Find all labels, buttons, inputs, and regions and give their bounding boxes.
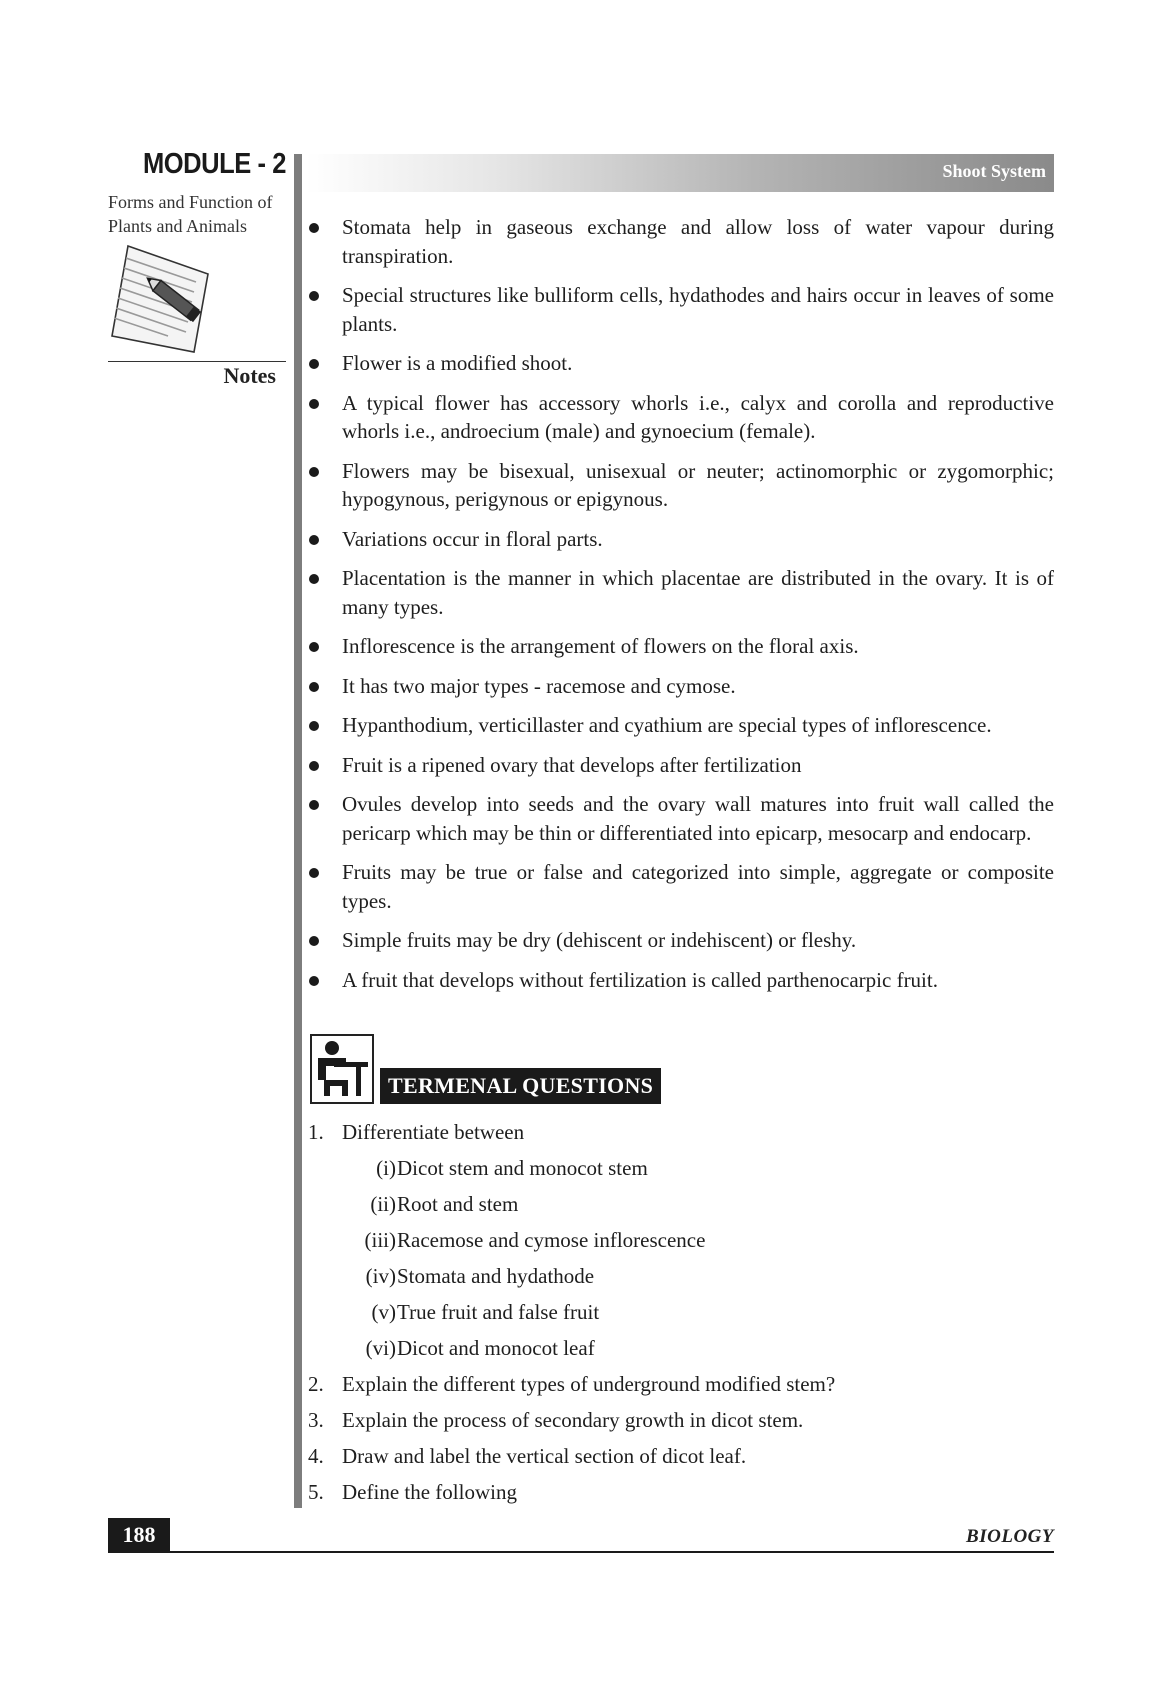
summary-item: Variations occur in floral parts. xyxy=(306,525,1054,554)
bullet-icon xyxy=(309,535,319,545)
sub-question-item: (vi) Dicot and monocot leaf xyxy=(365,1336,595,1360)
chapter-header-bar xyxy=(306,154,1054,192)
summary-item: Inflorescence is the arrangement of flowers on the floral axis. xyxy=(306,632,1054,661)
notepad-pencil-icon xyxy=(108,244,218,362)
summary-item: It has two major types - racemose and cymose. xyxy=(306,672,1054,701)
summary-item: Flower is a modified shoot. xyxy=(306,349,1054,378)
question-item: 3. Explain the process of secondary growth in dicot stem. xyxy=(308,1408,804,1432)
bullet-icon xyxy=(309,642,319,652)
bullet-icon xyxy=(309,936,319,946)
bullet-icon xyxy=(309,976,319,986)
question-item: 1. Differentiate between xyxy=(308,1120,525,1144)
bullet-icon xyxy=(309,868,319,878)
bullet-icon xyxy=(309,574,319,584)
module-title: MODULE - 2 xyxy=(142,148,286,180)
sub-question-item: (iii) Racemose and cymose inflorescence xyxy=(364,1228,706,1252)
question-item: 4. Draw and label the vertical section of dicot leaf. xyxy=(308,1444,747,1468)
bullet-icon xyxy=(309,721,319,731)
chapter-title: Shoot System xyxy=(942,161,1046,181)
summary-item: Placentation is the manner in which placentae are distributed in the ovary. It is of many types. xyxy=(306,564,1054,621)
summary-item: A fruit that develops without fertilization is called parthenocarpic fruit. xyxy=(306,966,1054,995)
terminal-questions-heading: TERMENAL QUESTIONS xyxy=(380,1068,661,1104)
summary-item: Special structures like bulliform cells, hydathodes and hairs occur in leaves of some plants. xyxy=(306,281,1054,338)
summary-item: A typical flower has accessory whorls i.e., calyx and corolla and reproductive whorls i.e., androecium (male) and gynoecium (female). xyxy=(306,389,1054,446)
summary-item: Stomata help in gaseous exchange and allow loss of water vapour during transpiration. xyxy=(306,213,1054,270)
page-number: 188 xyxy=(108,1518,170,1552)
sub-question-item: (v) True fruit and false fruit xyxy=(371,1300,600,1324)
notes-label: Notes xyxy=(223,363,276,388)
summary-item: Fruits may be true or false and categorized into simple, aggregate or composite types. xyxy=(306,858,1054,915)
sub-question-item: (i) Dicot stem and monocot stem xyxy=(376,1156,648,1180)
summary-list xyxy=(306,213,1054,1005)
summary-item: Ovules develop into seeds and the ovary wall matures into fruit wall called the pericarp which may be thin or differentiated into epicarp, mesocarp and endocarp. xyxy=(306,790,1054,847)
bullet-icon xyxy=(309,467,319,477)
summary-item: Hypanthodium, verticillaster and cyathium are special types of inflorescence. xyxy=(306,711,1054,740)
bullet-icon xyxy=(309,800,319,810)
bullet-icon xyxy=(309,291,319,301)
summary-item: Fruit is a ripened ovary that develops after fertilization xyxy=(306,751,1054,780)
sub-question-item: (iv) Stomata and hydathode xyxy=(365,1264,595,1288)
sub-question-item: (ii) Root and stem xyxy=(370,1192,519,1216)
summary-item: Flowers may be bisexual, unisexual or neuter; actinomorphic or zygomorphic; hypogynous, perigynous or epigynous. xyxy=(306,457,1054,514)
questions-list xyxy=(306,1114,1054,1510)
bullet-icon xyxy=(309,682,319,692)
bullet-icon xyxy=(309,399,319,409)
summary-item: Simple fruits may be dry (dehiscent or indehiscent) or fleshy. xyxy=(306,926,1054,955)
student-at-desk-icon xyxy=(310,1034,374,1104)
module-subtitle: Forms and Function of Plants and Animals xyxy=(108,192,273,236)
footer-subject: BIOLOGY xyxy=(966,1526,1054,1547)
bullet-icon xyxy=(309,761,319,771)
bullet-icon xyxy=(309,359,319,369)
bullet-icon xyxy=(309,223,319,233)
question-item: 2. Explain the different types of underground modified stem? xyxy=(308,1372,836,1396)
margin-divider-bar xyxy=(294,154,302,1508)
question-item: 5. Define the following xyxy=(308,1480,517,1504)
